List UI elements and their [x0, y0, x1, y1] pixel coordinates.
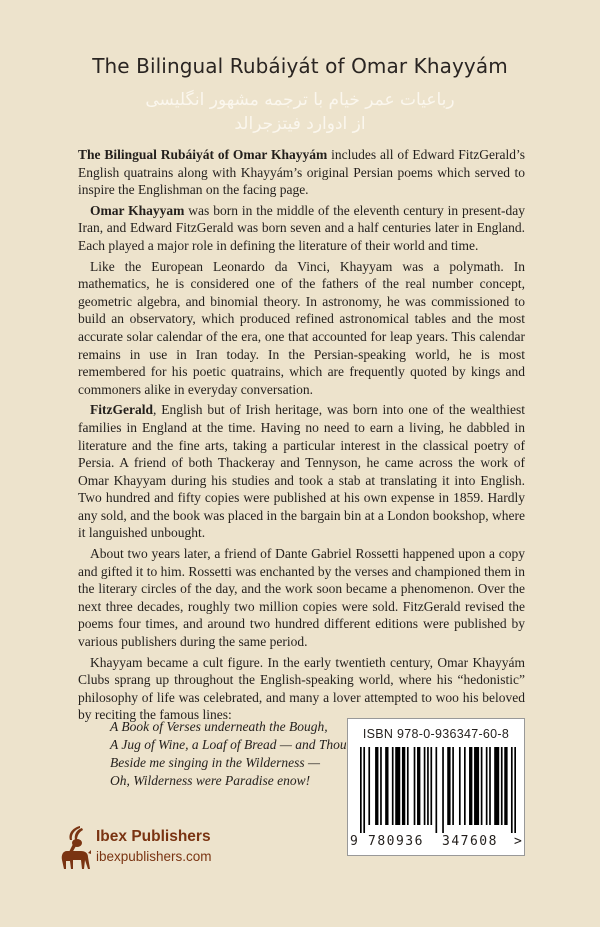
paragraph-rossetti	[78, 545, 525, 651]
paragraph-khayyam	[78, 202, 525, 255]
barcode-bar	[459, 747, 461, 825]
paragraph-text: includes all of Edward FitzGerald’s English quatrains along with Khayyám’s original Persian poems which served to inspire the Englishman on the facing page.	[78, 147, 525, 198]
publisher-name: Ibex Publishers	[96, 828, 211, 845]
verse-line: A Book of Verses underneath the Bough,	[110, 719, 328, 734]
barcode-bar	[424, 747, 426, 825]
description-body	[78, 146, 525, 727]
barcode-digit-first: 9	[350, 834, 358, 849]
paragraph-text: was born in the middle of the eleventh century in present-day Iran, and Edward FitzGerald was born seven and a half centuries later in England. Each played a major role in defining the literature of their world and time.	[78, 202, 525, 253]
barcode-bar	[474, 747, 479, 825]
paragraph-cult-figure	[78, 654, 525, 724]
barcode-bar	[363, 747, 365, 833]
paragraph-lead: The Bilingual Rubáiyát of Omar Khayyám	[78, 147, 328, 162]
barcode-bar	[417, 747, 420, 825]
barcode-bar	[435, 747, 437, 833]
verse-line: Beside me singing in the Wilderness —	[110, 755, 320, 770]
barcode-arrow: >	[514, 834, 522, 849]
barcode-bar	[447, 747, 450, 825]
paragraph-polymath	[78, 258, 525, 399]
barcode-bar	[430, 747, 432, 825]
paragraph-lead: Omar Khayyam	[90, 202, 185, 218]
barcode-bar	[464, 747, 466, 825]
barcode-bar	[402, 747, 405, 825]
barcode-bar	[494, 747, 499, 825]
persian-title-line-1: رباعیات عمر خیام با ترجمه مشهور انگلیسی	[145, 90, 455, 110]
barcode-bar	[414, 747, 416, 825]
barcode-bar	[501, 747, 503, 825]
barcode-bar	[511, 747, 513, 833]
publisher-logo	[58, 824, 228, 884]
verse-line: A Jug of Wine, a Loaf of Bread — and Thou	[110, 737, 347, 752]
barcode-bar	[514, 747, 516, 833]
barcode-bar	[504, 747, 507, 825]
barcode-bar	[481, 747, 483, 825]
publisher-url: ibexpublishers.com	[96, 849, 212, 864]
verse-line: Oh, Wilderness were Paradise enow!	[110, 773, 311, 788]
barcode-bars	[360, 747, 516, 833]
barcode-bar	[375, 747, 378, 825]
isbn-barcode-box	[347, 718, 525, 856]
ibex-icon	[58, 824, 94, 876]
barcode-bar	[427, 747, 429, 825]
paragraph-fitzgerald	[78, 401, 525, 542]
paragraph-lead: FitzGerald	[90, 402, 153, 418]
book-title: The Bilingual Rubáiyát of Omar Khayyám	[92, 54, 508, 78]
quoted-verse	[110, 718, 347, 790]
barcode-bar	[442, 747, 444, 833]
barcode-bar	[486, 747, 488, 825]
paragraph-text: About two years later, a friend of Dante Gabriel Rossetti happened upon a copy and gifted it to him. Rossetti was enchanted by the verses and championed them in the literary circles of the day, and the work soon became a phenomenon. Over the next three decades, roughly two million copies were sold. FitzGerald revised the poems four times, and around two hundred different editions were published by various publishers during the same period.	[78, 546, 525, 650]
barcode-bar	[380, 747, 382, 825]
barcode-bar	[360, 747, 362, 833]
barcode-digits-left: 780936	[368, 834, 424, 849]
barcode-bar	[489, 747, 491, 825]
barcode-bar	[385, 747, 388, 825]
barcode-bar	[469, 747, 472, 825]
paragraph-text: Khayyam became a cult figure. In the early twentieth century, Omar Khayyám Clubs sprang up throughout the English-speaking world, where his “hedonistic” philosophy of life was celebrated, and many a lover attempted to woo his beloved by reciting the famous lines:	[78, 654, 525, 723]
barcode-bar	[368, 747, 370, 825]
isbn-number: ISBN 978-0-936347-60-8	[362, 727, 510, 741]
barcode-bar	[392, 747, 394, 825]
persian-title-line-2: از ادوارد فیتزجرالد	[234, 114, 366, 134]
barcode-bar	[407, 747, 409, 825]
barcode-bar	[452, 747, 454, 825]
barcode-bar	[395, 747, 400, 825]
paragraph-text: , English but of Irish heritage, was born into one of the wealthiest families in England at the time. Having no need to earn a living, he dabbled in literature and the fine arts, taking a particular interest in the classical poetry of Persia. A friend of both Thackeray and Tennyson, he came across the work of Omar Khayyam during his studies and took a stab at translating it into English. Two hundred and fifty copies were published at his own expense in 1859. Hardly any sold, and the book was placed in the bargain bin at a London bookshop, where it languished unbought.	[78, 402, 525, 541]
paragraph-text: Like the European Leonardo da Vinci, Khayyam was a polymath. In mathematics, he is considered one of the fathers of the real number concept, geometric algebra, and binomial theory. In astronomy, he was commissioned to build an observatory, which produced refined astronomical tables and the most accurate solar calendar of the era, one that accounted for leap years. This calendar remains in use in Iran today. In the Persian-speaking world, he is most remembered for his poetic quatrains, which are frequently quoted by kings and commoners alike in everyday conversation.	[78, 258, 525, 397]
barcode-digits-right: 347608	[442, 834, 498, 849]
paragraph-intro	[78, 146, 525, 199]
